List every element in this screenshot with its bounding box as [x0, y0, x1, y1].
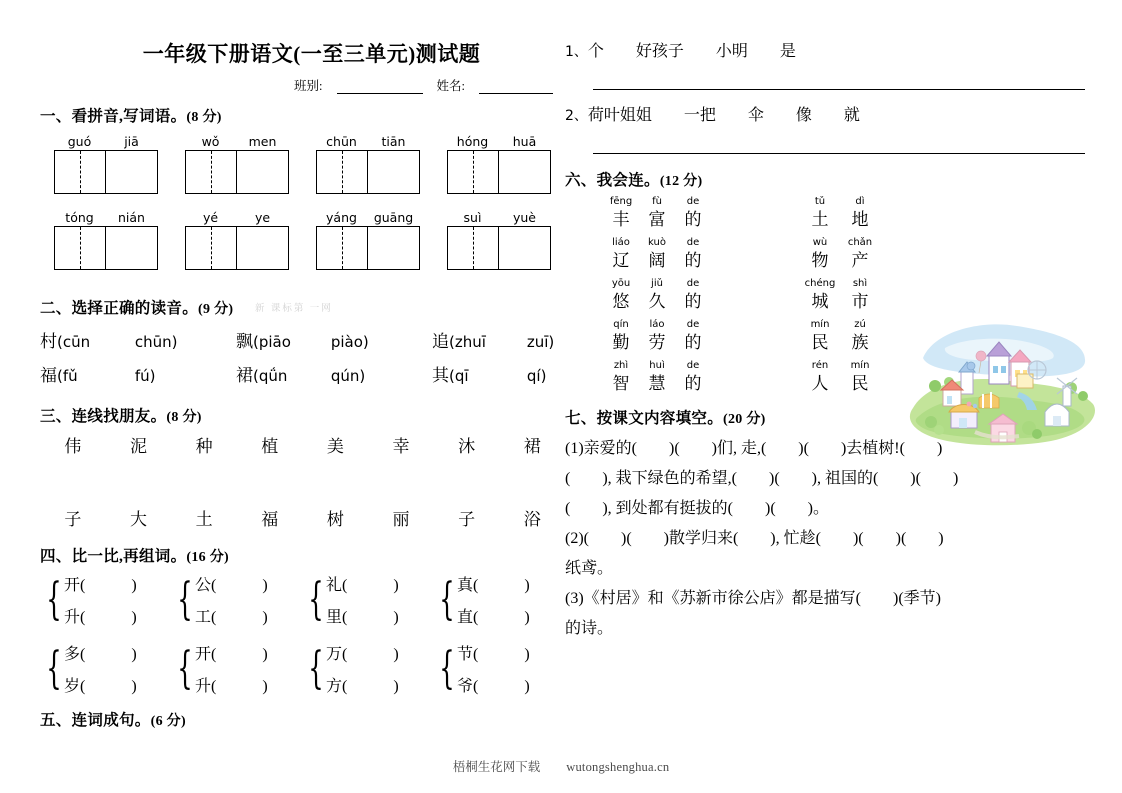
- reading-choice-row-2: [40, 361, 565, 386]
- compare-char: 开: [64, 577, 81, 594]
- name-input-line[interactable]: [479, 82, 553, 94]
- choice-option-a[interactable]: qǘn: [258, 367, 288, 385]
- fill-blank-line[interactable]: (2)( )( )散学归来( ), 忙趁( )( )( ): [565, 530, 944, 547]
- choice-char: 福: [40, 366, 57, 385]
- compare-pair: [433, 572, 564, 627]
- pinyin-item: [433, 210, 564, 270]
- section-1-heading: [40, 104, 565, 126]
- pinyin-item: [302, 134, 433, 194]
- matching-right-item[interactable]: [780, 237, 960, 271]
- han-char: 城: [811, 292, 829, 311]
- footer-text: 梧桐生花网下载: [452, 760, 541, 774]
- pinyin-syllable: yōu: [611, 278, 631, 289]
- writing-box[interactable]: [185, 226, 289, 270]
- match-char[interactable]: 浴: [523, 510, 541, 529]
- reading-choice[interactable]: [236, 361, 432, 386]
- writing-box[interactable]: [316, 150, 420, 194]
- section-5-title: 五、连词成句。: [40, 712, 151, 729]
- sentence-item: [565, 102, 1085, 125]
- pinyin-syllable: fēng: [609, 196, 633, 207]
- sentence-answer-line[interactable]: [593, 127, 1085, 154]
- compare-char: 节: [457, 646, 474, 663]
- class-label: 班别:: [294, 79, 323, 93]
- compare-char: 升: [64, 609, 81, 626]
- pinyin-syllable: zú: [854, 319, 866, 330]
- section-4-title: 四、比一比,再组词。: [40, 548, 187, 565]
- fill-blank-line[interactable]: ( ), 栽下绿色的希望,( )( ), 祖国的( )( ): [565, 470, 959, 487]
- section-2-title: 二、选择正确的读音。: [40, 300, 199, 317]
- han-char: 的: [684, 292, 702, 311]
- pinyin-syllable: jiā: [124, 134, 139, 149]
- pinyin-row-1: [40, 134, 565, 194]
- matching-left-item[interactable]: [565, 360, 780, 394]
- compare-answer-blank[interactable]: ( ): [473, 646, 530, 663]
- choice-char: 飘: [236, 332, 253, 351]
- choice-option-b[interactable]: qún: [330, 367, 360, 385]
- match-char[interactable]: 伟: [64, 437, 82, 456]
- section-3-heading: [40, 404, 565, 426]
- pinyin-syllable: tǔ: [814, 196, 826, 207]
- compare-pair: [433, 641, 564, 696]
- fill-blank-line[interactable]: 纸鸢。: [565, 560, 614, 577]
- brace-icon: {: [46, 573, 62, 625]
- section-1-points: (8 分): [186, 110, 222, 125]
- han-char: 的: [684, 374, 702, 393]
- choice-option-b[interactable]: piào: [330, 333, 363, 351]
- match-char[interactable]: 大: [129, 510, 147, 529]
- footer-watermark: [0, 757, 1122, 775]
- writing-box[interactable]: [54, 226, 158, 270]
- choice-char: 追: [432, 332, 449, 351]
- compare-char: 多: [64, 646, 81, 663]
- pinyin-syllable: mín: [810, 319, 830, 330]
- pinyin-syllable: dì: [855, 196, 865, 207]
- watermark-inline: 新 课标第 一网: [255, 304, 333, 314]
- section-2-heading: [40, 296, 565, 318]
- pinyin-item: [302, 210, 433, 270]
- fill-blank-line[interactable]: 的诗。: [565, 620, 614, 637]
- compare-pair: [40, 641, 171, 696]
- match-char[interactable]: 沐: [458, 437, 476, 456]
- compare-char: 爷: [457, 678, 474, 695]
- match-char[interactable]: 土: [195, 510, 213, 529]
- pinyin-syllable: tóng: [65, 210, 94, 225]
- section-7-title: 七、按课文内容填空。: [565, 410, 724, 427]
- brace-icon: {: [177, 573, 193, 625]
- match-char[interactable]: 树: [326, 510, 344, 529]
- compare-row-1: [40, 572, 565, 627]
- han-char: 富: [648, 210, 666, 229]
- choice-options[interactable]: (piāo piào): [253, 333, 369, 351]
- han-char: 的: [684, 333, 702, 352]
- class-input-line[interactable]: [337, 82, 423, 94]
- compare-char: 万: [326, 646, 343, 663]
- choice-char: 村: [40, 332, 57, 351]
- han-char: 物: [811, 251, 829, 270]
- choice-option-a[interactable]: fǔ: [62, 367, 78, 385]
- pinyin-syllable: hóng: [456, 134, 489, 149]
- section-5-heading: [40, 708, 565, 730]
- compare-char: 里: [326, 609, 343, 626]
- pinyin-item: [171, 210, 302, 270]
- reading-choice-row-1: [40, 327, 565, 352]
- choice-options[interactable]: (fǔ fú): [57, 367, 156, 385]
- pinyin-syllable: láo: [649, 319, 665, 330]
- han-char: 族: [851, 333, 869, 352]
- writing-box[interactable]: [54, 150, 158, 194]
- compare-pair: [302, 572, 433, 627]
- choice-option-a[interactable]: cūn: [62, 333, 91, 351]
- brace-icon: {: [308, 642, 324, 694]
- pinyin-syllable: suì: [463, 210, 482, 225]
- sentence-number: 1、: [565, 44, 588, 60]
- choice-option-a[interactable]: piāo: [258, 333, 291, 351]
- section-2-points: (9 分): [198, 302, 234, 317]
- compare-char: 岁: [64, 678, 81, 695]
- sentence-number: 2、: [565, 108, 588, 124]
- match-chars-top: [40, 432, 565, 457]
- matching-left-item[interactable]: [565, 196, 780, 230]
- pinyin-syllable: yáng: [326, 210, 357, 225]
- pinyin-syllable: nián: [118, 210, 145, 225]
- matching-left-item[interactable]: [565, 237, 780, 271]
- choice-option-a[interactable]: zhuī: [454, 333, 486, 351]
- sentence-words: 荷叶姐姐 一把 伞 像 就: [587, 107, 860, 124]
- matching-right-item[interactable]: [780, 196, 960, 230]
- pinyin-item: [433, 134, 564, 194]
- pinyin-syllable: chǎn: [847, 237, 873, 248]
- brace-icon: {: [439, 642, 455, 694]
- han-char: 民: [851, 374, 869, 393]
- village-town-illustration: [905, 312, 1101, 454]
- pinyin-syllable: yuè: [512, 210, 536, 225]
- match-char[interactable]: 丽: [392, 510, 410, 529]
- pinyin-syllable: shì: [852, 278, 868, 289]
- pinyin-syllable: de: [686, 278, 700, 289]
- pinyin-syllable: yé: [202, 210, 219, 225]
- match-char[interactable]: 子: [458, 510, 476, 529]
- sentence-item: [565, 38, 1085, 61]
- pinyin-syllable: wǒ: [201, 134, 220, 149]
- han-char: 人: [811, 374, 829, 393]
- section-7-points: (20 分): [723, 412, 766, 427]
- compare-answer-blank[interactable]: ( ): [211, 609, 268, 626]
- pinyin-syllable: de: [686, 237, 700, 248]
- choice-option-b[interactable]: zuī: [526, 333, 549, 351]
- pinyin-item: [40, 210, 171, 270]
- reading-choice[interactable]: [40, 327, 236, 352]
- pinyin-syllable: chéng: [804, 278, 836, 289]
- match-char[interactable]: 泥: [129, 437, 147, 456]
- han-char: 劳: [648, 333, 666, 352]
- brace-icon: {: [46, 642, 62, 694]
- name-label: 姓名:: [436, 79, 465, 93]
- section-3-title: 三、连线找朋友。: [40, 408, 167, 425]
- compare-char: 工: [195, 609, 212, 626]
- choice-char: 其: [432, 366, 449, 385]
- han-char: 智: [612, 374, 630, 393]
- section-6-points: (12 分): [659, 174, 703, 189]
- writing-box[interactable]: [447, 150, 551, 194]
- pinyin-syllable: guāng: [373, 210, 414, 225]
- pinyin-syllable: liáo: [612, 237, 630, 248]
- compare-answer-blank[interactable]: ( ): [473, 678, 530, 695]
- student-info-row: [40, 76, 565, 94]
- compare-char: 真: [457, 577, 474, 594]
- section-6-heading: [565, 168, 1085, 190]
- compare-answer-blank[interactable]: ( ): [342, 577, 399, 594]
- section-4-heading: [40, 544, 565, 566]
- section-1-title: 一、看拼音,写词语。: [40, 108, 187, 125]
- brace-icon: {: [308, 573, 324, 625]
- pinyin-row-2: [40, 210, 565, 270]
- choice-char: 裙: [236, 366, 253, 385]
- page-title: 一年级下册语文(一至三单元)测试题: [142, 42, 481, 66]
- pinyin-item: [40, 134, 171, 194]
- compare-answer-blank[interactable]: ( ): [211, 577, 268, 594]
- han-char: 地: [851, 210, 869, 229]
- pinyin-syllable: huì: [649, 360, 665, 371]
- section-4-points: (16 分): [186, 550, 230, 565]
- choice-option-b[interactable]: chūn: [134, 333, 172, 351]
- han-char: 悠: [612, 292, 630, 311]
- choice-options[interactable]: (qī qí): [449, 367, 547, 385]
- compare-pair: [302, 641, 433, 696]
- han-char: 阔: [648, 251, 666, 270]
- match-char[interactable]: 幸: [392, 437, 410, 456]
- matching-row: [565, 278, 1085, 312]
- reading-choice[interactable]: [432, 327, 554, 352]
- pinyin-item: [171, 134, 302, 194]
- pinyin-syllable: kuò: [648, 237, 666, 248]
- pinyin-syllable: jiǔ: [651, 278, 663, 289]
- match-char[interactable]: 子: [64, 510, 82, 529]
- fill-blank-line[interactable]: (1)亲爱的( )( )们, 走,( )( )去植树!( ): [565, 440, 943, 457]
- han-char: 民: [811, 333, 829, 352]
- compare-answer-blank[interactable]: ( ): [473, 577, 530, 594]
- compare-row-2: [40, 641, 565, 696]
- brace-icon: {: [439, 573, 455, 625]
- pinyin-syllable: guó: [67, 134, 92, 149]
- pinyin-syllable: de: [686, 360, 700, 371]
- compare-pair: [171, 641, 302, 696]
- han-char: 辽: [612, 251, 630, 270]
- pinyin-syllable: chūn: [326, 134, 357, 149]
- compare-char: 直: [457, 609, 474, 626]
- writing-box[interactable]: [447, 226, 551, 270]
- pinyin-syllable: wù: [812, 237, 828, 248]
- match-line-area[interactable]: [40, 457, 565, 499]
- matching-right-item[interactable]: [780, 278, 960, 312]
- han-char: 土: [811, 210, 829, 229]
- compare-char: 礼: [326, 577, 343, 594]
- reading-choice[interactable]: [236, 327, 432, 352]
- compare-answer-blank[interactable]: ( ): [80, 678, 137, 695]
- footer-site: wutongshenghua.cn: [566, 760, 670, 774]
- choice-option-a[interactable]: qī: [454, 367, 469, 385]
- compare-answer-blank[interactable]: ( ): [211, 678, 268, 695]
- choice-option-b[interactable]: fú: [134, 367, 150, 385]
- fill-blank-line[interactable]: ( ), 到处都有挺拔的( )( )。: [565, 500, 829, 517]
- compare-pair: [40, 572, 171, 627]
- pinyin-syllable: de: [686, 319, 700, 330]
- matching-row: [565, 196, 1085, 230]
- han-char: 的: [684, 251, 702, 270]
- choice-option-b[interactable]: qí: [526, 367, 541, 385]
- pinyin-syllable: huā: [512, 134, 537, 149]
- section-5-points: (6 分): [150, 714, 186, 729]
- matching-left-item[interactable]: [565, 278, 780, 312]
- match-char[interactable]: 美: [326, 437, 344, 456]
- match-char[interactable]: 植: [261, 437, 279, 456]
- reading-choice[interactable]: [432, 361, 546, 386]
- left-column: [40, 38, 565, 736]
- match-char[interactable]: 种: [195, 437, 213, 456]
- sentence-answer-line[interactable]: [593, 63, 1085, 90]
- section-3-points: (8 分): [166, 410, 202, 425]
- match-char[interactable]: 福: [261, 510, 279, 529]
- writing-box[interactable]: [316, 226, 420, 270]
- pinyin-syllable: mín: [850, 360, 870, 371]
- compare-answer-blank[interactable]: ( ): [80, 646, 137, 663]
- writing-box[interactable]: [185, 150, 289, 194]
- choice-options[interactable]: (qǘn qún): [253, 367, 366, 385]
- compare-answer-blank[interactable]: ( ): [342, 646, 399, 663]
- matching-left-item[interactable]: [565, 319, 780, 353]
- pinyin-syllable: zhì: [613, 360, 629, 371]
- han-char: 久: [648, 292, 666, 311]
- han-char: 产: [851, 251, 869, 270]
- choice-options[interactable]: (cūn chūn): [57, 333, 178, 351]
- matching-row: [565, 237, 1085, 271]
- han-char: 丰: [612, 210, 630, 229]
- pinyin-syllable: ye: [254, 210, 271, 225]
- compare-char: 公: [195, 577, 212, 594]
- pinyin-syllable: men: [248, 134, 277, 149]
- compare-pair: [171, 572, 302, 627]
- han-char: 的: [684, 210, 702, 229]
- sentence-words: 个 好孩子 小明 是: [587, 43, 796, 60]
- pinyin-syllable: de: [686, 196, 700, 207]
- han-char: 市: [851, 292, 869, 311]
- compare-answer-blank[interactable]: ( ): [473, 609, 530, 626]
- pinyin-syllable: fù: [652, 196, 662, 207]
- pinyin-syllable: tiān: [381, 134, 406, 149]
- compare-answer-blank[interactable]: ( ): [80, 609, 137, 626]
- section-6-title: 六、我会连。: [565, 172, 660, 189]
- match-chars-bottom: [40, 505, 565, 530]
- pinyin-syllable: qín: [613, 319, 629, 330]
- pinyin-syllable: rén: [811, 360, 829, 371]
- compare-char: 开: [195, 646, 212, 663]
- compare-char: 方: [326, 678, 343, 695]
- han-char: 勤: [612, 333, 630, 352]
- choice-options[interactable]: (zhuī zuī): [449, 333, 555, 351]
- compare-answer-blank[interactable]: ( ): [342, 609, 399, 626]
- compare-answer-blank[interactable]: ( ): [80, 577, 137, 594]
- fill-blank-line[interactable]: (3)《村居》和《苏新市徐公店》都是描写( )(季节): [565, 590, 941, 607]
- han-char: 慧: [648, 374, 666, 393]
- match-char[interactable]: 裙: [523, 437, 541, 456]
- compare-answer-blank[interactable]: ( ): [211, 646, 268, 663]
- reading-choice[interactable]: [40, 361, 236, 386]
- compare-answer-blank[interactable]: ( ): [342, 678, 399, 695]
- brace-icon: {: [177, 642, 193, 694]
- compare-char: 升: [195, 678, 212, 695]
